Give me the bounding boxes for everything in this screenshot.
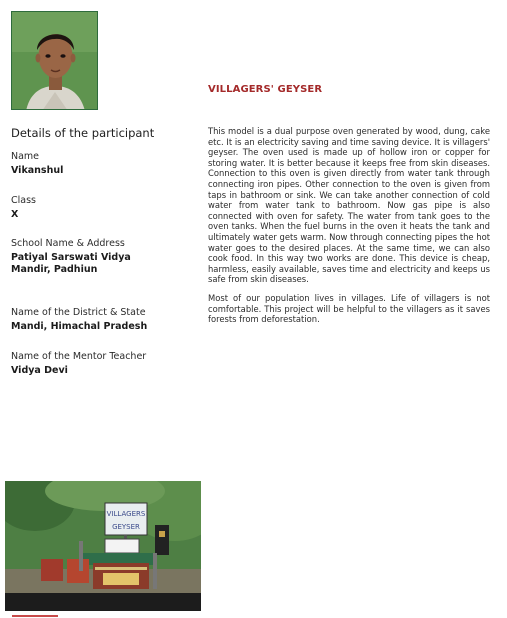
class-label: Class [11, 195, 36, 206]
class-value: X [11, 209, 19, 220]
district-label: Name of the District & State [11, 307, 146, 318]
participant-details-heading: Details of the participant [11, 126, 155, 140]
participant-mentor-field [11, 351, 191, 377]
project-title: VILLAGERS' GEYSER [208, 84, 323, 95]
project-description [208, 126, 490, 333]
model-photo [5, 481, 201, 611]
geyser-model-illustration [5, 481, 201, 611]
sign-text-line2: GEYSER [112, 523, 140, 531]
participant-school-field [11, 238, 191, 276]
district-value: Mandi, Himachal Pradesh [11, 321, 148, 332]
footer-divider [12, 615, 58, 617]
mentor-label: Name of the Mentor Teacher [11, 351, 147, 362]
participant-class-field [11, 195, 191, 221]
portrait-illustration [12, 12, 98, 110]
description-paragraph: This model is a dual purpose oven generated by wood, dung, cake etc. It is an electricity saving and time saving device. It is villagers' geyser. The oven used is made up of hollow iron or copper for storing water. It is better because it keeps free from skin diseases. Connection to this oven is given directly from water tank through connecting iron pipes. Other connection to the oven is given from taps in bathroom or sink. We can take another connection of cold water from water tank to bathroom. Now gas pipe is also connected with oven for safety. The water from tank goes to the oven tanks. When the fuel burns in the oven it heats the tank and ultimately water gets warm. Now through connecting pipes the hot water goes to the desired places. At the same time, we can also cook food. In this way two works are done. This device is cheap, harmless, easily available, saves time and electricity and keeps us safe from skin diseases. [208, 126, 490, 285]
school-value: Patiyal Sarswati Vidya Mandir, Padhiun [11, 252, 131, 275]
participant-district-field [11, 307, 191, 333]
name-label: Name [11, 151, 40, 162]
participant-portrait [11, 11, 98, 110]
mentor-value: Vidya Devi [11, 365, 68, 376]
participant-name-field [11, 151, 191, 177]
school-label: School Name & Address [11, 238, 125, 249]
description-paragraph: Most of our population lives in villages. Life of villagers is not comfortable. This project will be helpful to the villagers as it saves forests from deforestation. [208, 292, 490, 325]
name-value: Vikanshul [11, 165, 64, 176]
sign-text-line1: VILLAGERS [106, 510, 146, 518]
